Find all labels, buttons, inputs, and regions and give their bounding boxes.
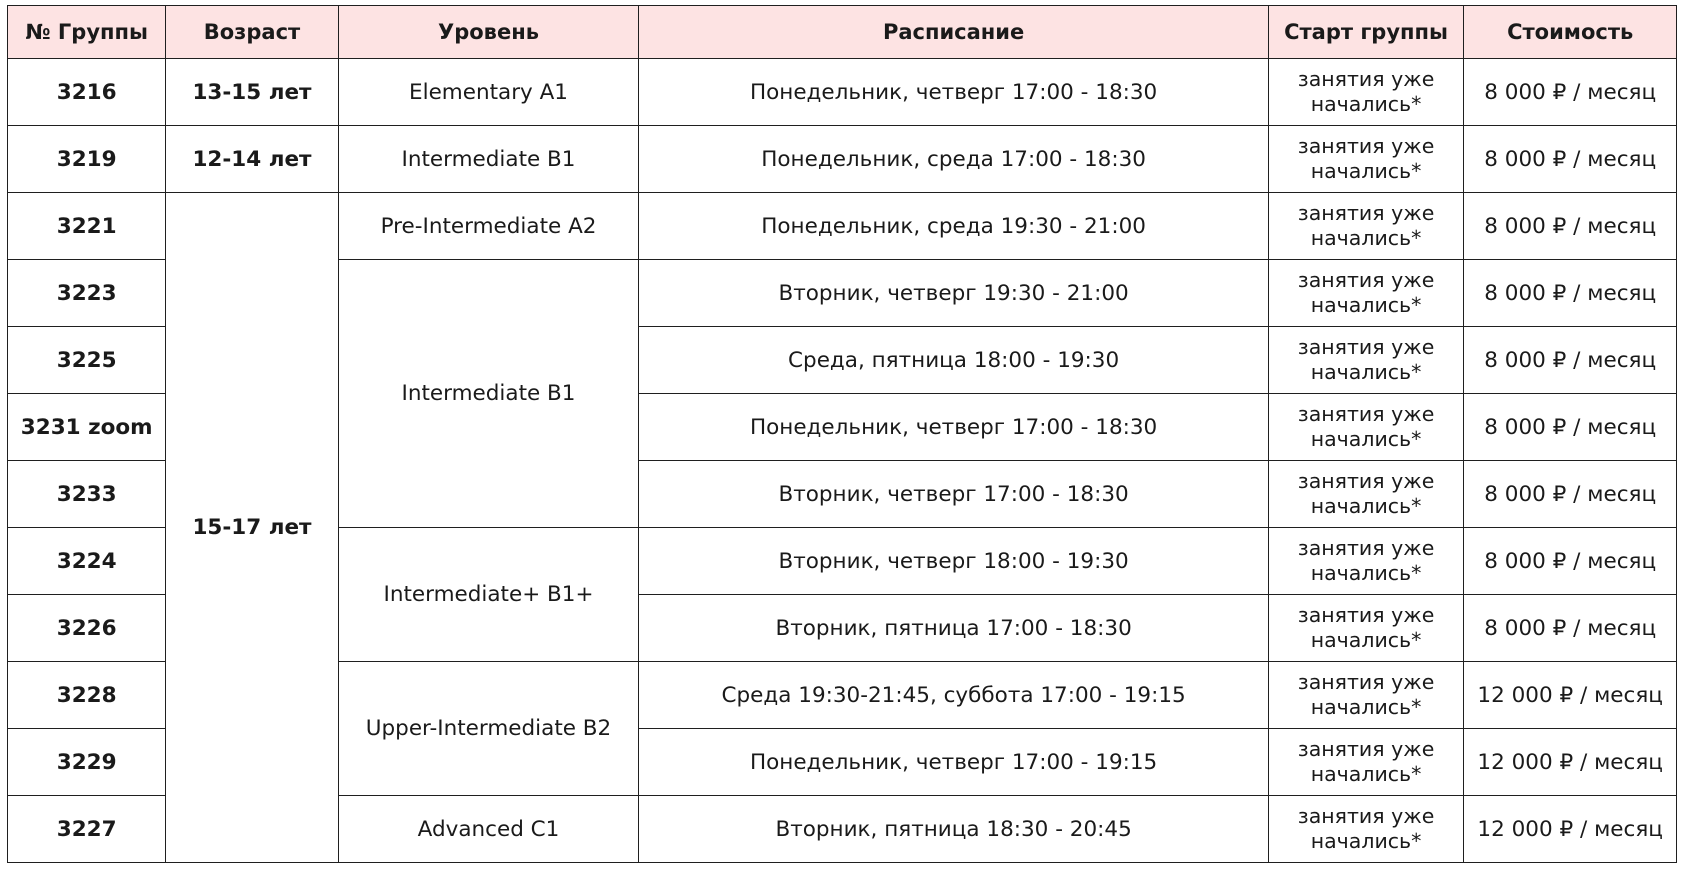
schedule-cell: Вторник, пятница 18:30 - 20:45	[639, 796, 1268, 863]
start-status	[1268, 260, 1464, 327]
start-status	[1268, 528, 1464, 595]
start-status-line2: начались*	[1310, 293, 1422, 317]
start-status-line1: занятия уже	[1297, 737, 1435, 761]
start-status-line2: начались*	[1310, 561, 1422, 585]
start-status-line2: начались*	[1310, 92, 1422, 116]
start-status	[1268, 327, 1464, 394]
level-cell: Elementary A1	[338, 59, 639, 126]
header-row	[8, 6, 1677, 59]
price-cell: 8 000 ₽ / месяц	[1464, 528, 1677, 595]
schedule-cell: Понедельник, среда 17:00 - 18:30	[639, 126, 1268, 193]
start-status-line1: занятия уже	[1297, 67, 1435, 91]
age-cell: 15-17 лет	[166, 193, 338, 863]
price-cell: 12 000 ₽ / месяц	[1464, 796, 1677, 863]
start-status-line1: занятия уже	[1297, 536, 1435, 560]
start-status	[1268, 394, 1464, 461]
start-status-line2: начались*	[1310, 226, 1422, 250]
schedule-cell: Среда, пятница 18:00 - 19:30	[639, 327, 1268, 394]
table-row	[8, 126, 1677, 193]
level-cell: Advanced C1	[338, 796, 639, 863]
header-age: Возраст	[166, 6, 338, 59]
start-status-line1: занятия уже	[1297, 804, 1435, 828]
price-cell: 8 000 ₽ / месяц	[1464, 260, 1677, 327]
start-status-line1: занятия уже	[1297, 670, 1435, 694]
start-status-line1: занятия уже	[1297, 402, 1435, 426]
start-status	[1268, 595, 1464, 662]
group-number: 3233	[8, 461, 166, 528]
header-level: Уровень	[338, 6, 639, 59]
start-status-line2: начались*	[1310, 762, 1422, 786]
age-cell: 13-15 лет	[166, 59, 338, 126]
group-number: 3216	[8, 59, 166, 126]
group-number: 3224	[8, 528, 166, 595]
start-status-line1: занятия уже	[1297, 603, 1435, 627]
price-cell: 8 000 ₽ / месяц	[1464, 126, 1677, 193]
price-cell: 8 000 ₽ / месяц	[1464, 59, 1677, 126]
schedule-cell: Понедельник, четверг 17:00 - 19:15	[639, 729, 1268, 796]
schedule-cell: Вторник, четверг 17:00 - 18:30	[639, 461, 1268, 528]
schedule-cell: Понедельник, четверг 17:00 - 18:30	[639, 394, 1268, 461]
group-number: 3227	[8, 796, 166, 863]
group-number: 3231 zoom	[8, 394, 166, 461]
age-cell: 12-14 лет	[166, 126, 338, 193]
start-status-line2: начались*	[1310, 628, 1422, 652]
schedule-table	[7, 5, 1677, 863]
start-status	[1268, 796, 1464, 863]
start-status-line2: начались*	[1310, 829, 1422, 853]
level-cell: Intermediate B1	[338, 126, 639, 193]
price-cell: 8 000 ₽ / месяц	[1464, 461, 1677, 528]
level-cell: Intermediate B1	[338, 260, 639, 528]
start-status-line2: начались*	[1310, 360, 1422, 384]
schedule-cell: Среда 19:30-21:45, суббота 17:00 - 19:15	[639, 662, 1268, 729]
price-cell: 12 000 ₽ / месяц	[1464, 662, 1677, 729]
group-number: 3228	[8, 662, 166, 729]
level-cell: Upper-Intermediate B2	[338, 662, 639, 796]
header-schedule: Расписание	[639, 6, 1268, 59]
price-cell: 8 000 ₽ / месяц	[1464, 595, 1677, 662]
start-status-line1: занятия уже	[1297, 134, 1435, 158]
start-status-line2: начались*	[1310, 695, 1422, 719]
price-cell: 8 000 ₽ / месяц	[1464, 193, 1677, 260]
start-status-line2: начались*	[1310, 427, 1422, 451]
header-price: Стоимость	[1464, 6, 1677, 59]
start-status-line1: занятия уже	[1297, 335, 1435, 359]
group-number: 3221	[8, 193, 166, 260]
group-number: 3229	[8, 729, 166, 796]
start-status-line2: начались*	[1310, 159, 1422, 183]
schedule-cell: Понедельник, среда 19:30 - 21:00	[639, 193, 1268, 260]
start-status	[1268, 461, 1464, 528]
start-status	[1268, 126, 1464, 193]
start-status	[1268, 59, 1464, 126]
price-cell: 8 000 ₽ / месяц	[1464, 394, 1677, 461]
group-number: 3223	[8, 260, 166, 327]
schedule-cell: Вторник, четверг 18:00 - 19:30	[639, 528, 1268, 595]
start-status-line1: занятия уже	[1297, 201, 1435, 225]
price-cell: 12 000 ₽ / месяц	[1464, 729, 1677, 796]
level-cell: Pre-Intermediate A2	[338, 193, 639, 260]
schedule-cell: Вторник, пятница 17:00 - 18:30	[639, 595, 1268, 662]
group-number: 3225	[8, 327, 166, 394]
group-number: 3226	[8, 595, 166, 662]
table-row	[8, 59, 1677, 126]
start-status	[1268, 193, 1464, 260]
price-cell: 8 000 ₽ / месяц	[1464, 327, 1677, 394]
start-status	[1268, 662, 1464, 729]
start-status-line1: занятия уже	[1297, 268, 1435, 292]
schedule-cell: Понедельник, четверг 17:00 - 18:30	[639, 59, 1268, 126]
header-group: № Группы	[8, 6, 166, 59]
start-status	[1268, 729, 1464, 796]
schedule-cell: Вторник, четверг 19:30 - 21:00	[639, 260, 1268, 327]
start-status-line2: начались*	[1310, 494, 1422, 518]
level-cell: Intermediate+ B1+	[338, 528, 639, 662]
group-number: 3219	[8, 126, 166, 193]
header-start: Старт группы	[1268, 6, 1464, 59]
table-row	[8, 193, 1677, 260]
start-status-line1: занятия уже	[1297, 469, 1435, 493]
